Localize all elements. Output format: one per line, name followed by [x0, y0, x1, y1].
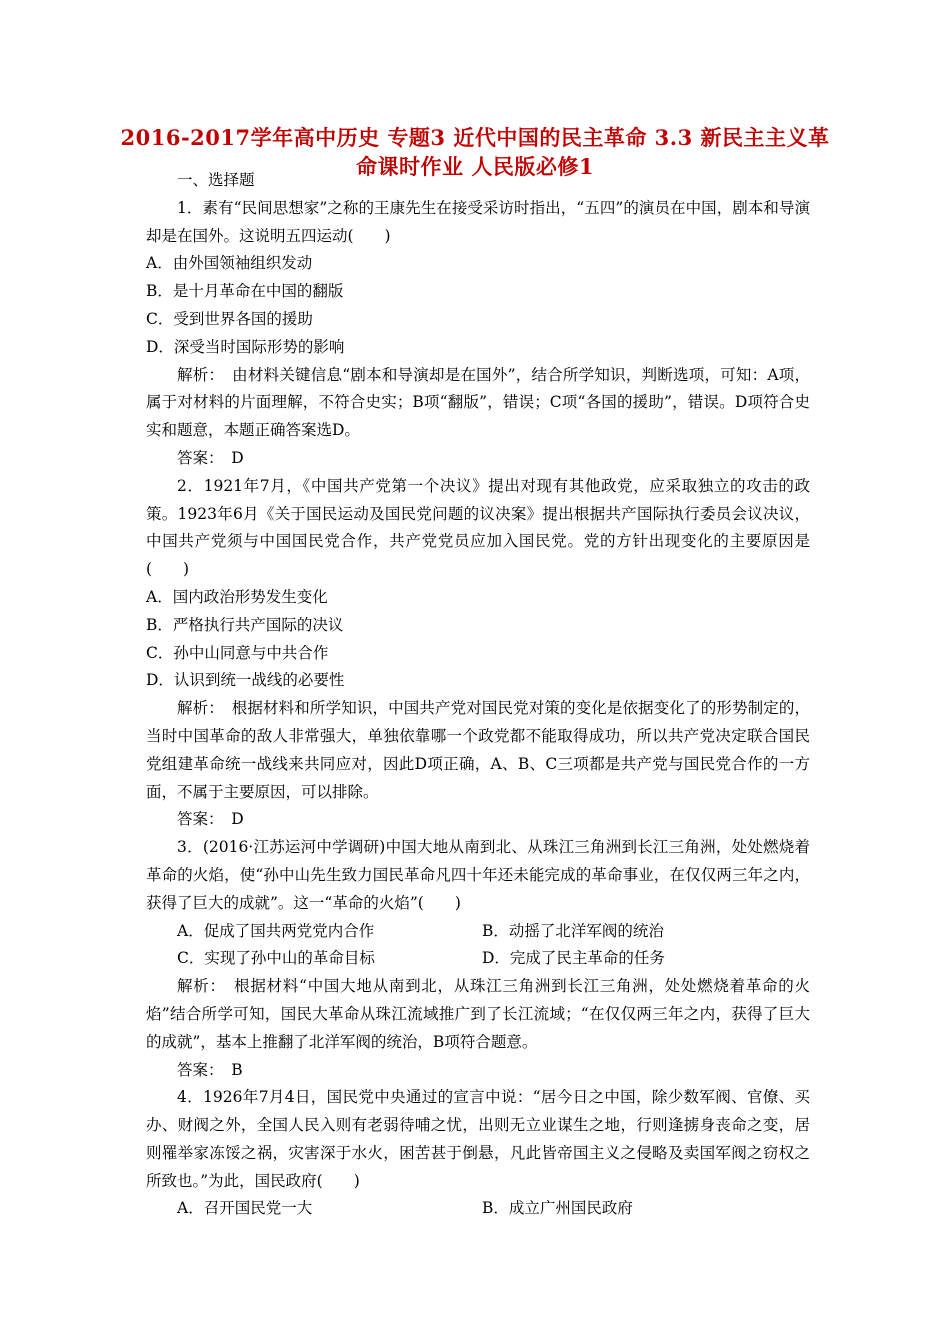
question-1-option-a: A．由外国领袖组织发动 — [146, 254, 313, 273]
question-3-options-row-2 — [146, 945, 810, 973]
question-2-analysis: 解析： 根据材料和所学知识，中国共产党对国民党对策的变化是依据变化了的形势制定的，当时中国革命的敌人非常强大，单独依靠哪一个政党都不能取得成功，所以共产党决定联合国民党组建革命统一战线来共同应对，因此D项正确，A、B、C三项都是共产党与国民党合作的一方面，不属于主要原因，可以排除。 — [146, 699, 810, 801]
question-2-option-b: B．严格执行共产国际的决议 — [146, 615, 344, 634]
question-3-analysis: 解析： 根据材料“中国大地从南到北，从珠江三角洲到长江三角洲，处处燃烧着革命的火焰”结合所学可知，国民大革命从珠江流域推广到了长江流域；“在仅仅两三年之内，获得了巨大的成就”，基本上推翻了北洋军阀的统治，B项符合题意。 — [146, 977, 810, 1051]
section-heading: 一、选择题 — [177, 171, 255, 189]
document-title: 2016-2017学年高中历史 专题3 近代中国的民主革命 3.3 新民主主义革命课时作业 人民版必修1 — [120, 125, 830, 179]
question-4-option-b: B．成立广州国民政府 — [482, 1199, 633, 1218]
question-1-option-b: B．是十月革命在中国的翻版 — [146, 282, 344, 301]
question-2-option-c: C．孙中山同意与中共合作 — [146, 643, 329, 662]
question-2-option-a: A．国内政治形势发生变化 — [146, 587, 328, 606]
question-2-answer: 答案： D — [177, 810, 244, 829]
question-1-analysis: 解析： 由材料关键信息“剧本和导演却是在国外”，结合所学知识，判断选项，可知：A项，属于对材料的片面理解，不符合史实；B项“翻版”，错误；C项“各国的援助”，错误。D项符合史实和题意，本题正确答案选D。 — [146, 365, 810, 440]
question-4-option-a: A．召开国民党一大 — [177, 1199, 313, 1218]
question-3-option-a: A．促成了国共两党党内合作 — [177, 921, 375, 940]
question-1-stem: 1．素有“民间思想家”之称的王康先生在接受采访时指出，“五四”的演员在中国，剧本和导演却是在国外。这说明五四运动( ) — [146, 198, 810, 245]
document-body — [146, 167, 810, 1223]
question-2-stem: 2．1921年7月，《中国共产党第一个决议》提出对现有其他政党，应采取独立的攻击的政策。1923年6月《关于国民运动及国民党问题的议决案》提出根据共产国际执行委员会议决议，中国共产党须与中国国民党合作，共产党党员应加入国民党。党的方针出现变化的主要原因是( ) — [146, 476, 810, 579]
question-3-answer: 答案： B — [177, 1060, 243, 1079]
question-1-option-c: C．受到世界各国的援助 — [146, 309, 313, 328]
question-3-option-d: D．完成了民主革命的任务 — [482, 949, 665, 968]
question-3-option-c: C．实现了孙中山的革命目标 — [177, 949, 375, 968]
question-3-stem: 3．(2016·江苏运河中学调研)中国大地从南到北、从珠江三角洲到长江三角洲，处处燃烧着革命的火焰，使“孙中山先生致力国民革命凡四十年还未能完成的革命事业，在仅仅两三年之内，获得了巨大的成就”。这一“革命的火焰”( ) — [146, 838, 810, 912]
question-4-options-row-1 — [146, 1195, 810, 1223]
question-3-option-b: B．动摇了北洋军阀的统治 — [482, 921, 664, 940]
question-3-options-row-1 — [146, 918, 810, 946]
question-1-option-d: D．深受当时国际形势的影响 — [146, 337, 345, 356]
question-1-answer: 答案： D — [177, 448, 244, 467]
question-2-option-d: D．认识到统一战线的必要性 — [146, 671, 345, 690]
question-4-stem: 4．1926年7月4日，国民党中央通过的宣言中说：“居今日之中国，除少数军阀、官僚、买办、财阀之外，全国人民入则有老弱待哺之忧，出则无立业谋生之地，行则逢掳身丧命之变，居则罹举家冻馁之祸，灾害深于水火，困苦甚于倒悬，凡此皆帝国主义之侵略及卖国军阀之窃权之所致也。”为此，国民政府( ) — [146, 1088, 810, 1190]
